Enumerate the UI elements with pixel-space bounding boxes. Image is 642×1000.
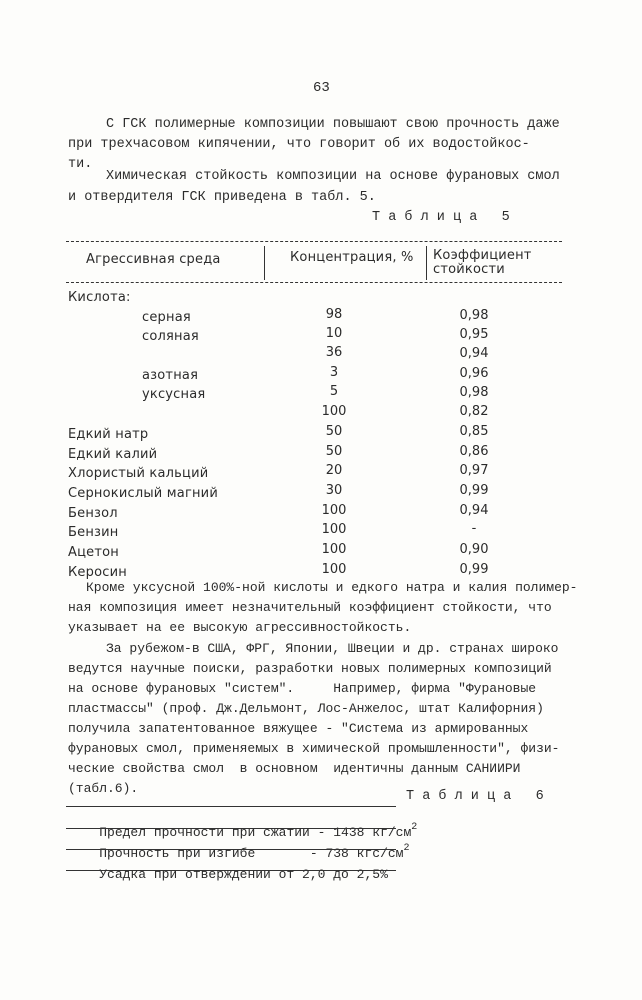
table5-row-coef: 0,82 [459,404,489,419]
table6-rule-3 [66,849,396,850]
table5-row-coef: 0,94 [459,503,489,518]
table5-row-conc: 5 [329,384,339,399]
table5-row-coef: 0,99 [459,562,489,577]
table5-row-conc: 100 [321,522,347,537]
paragraph-1-line-2: при трехчасовом кипячении, что говорит об их водостойкос- [68,137,530,152]
table5-row-conc: 20 [325,463,343,478]
paragraph-2-line-2: и отвердителя ГСК приведена в табл. 5. [68,190,376,205]
table5-row-conc: 100 [321,404,347,419]
table5-row-coef: 0,85 [459,424,489,439]
table5-row-name: соляная [142,329,199,344]
table5-row-name: серная [142,310,191,325]
table5-group-label: Кислота: [68,290,131,305]
paragraph-3-line-1: Кроме уксусной 100%-ной кислоты и едкого натра и калия полимер- [86,580,578,595]
table5-row-conc: 30 [325,483,343,498]
paragraph-1-line-1: С ГСК полимерные композиции повышают свою прочность даже [106,117,560,132]
table6-rule-1 [66,806,396,807]
table5-row-name: азотная [142,368,199,383]
table5-row-coef: 0,86 [459,444,489,459]
table6-row-text: Предел прочности при сжатии - 1438 кг/см [99,825,412,840]
table5-header-coef-line2: стойкости [433,262,505,277]
table5-row-conc: 10 [325,326,343,341]
table5-row-conc: 100 [321,542,347,557]
paragraph-4-line-2: ведутся научные поиски, разработки новых полимерных композиций [68,661,552,676]
table5-row-name: Керосин [68,565,127,580]
paragraph-4-line-1: За рубежом-в США, ФРГ, Японии, Швеции и др. странах широко [106,641,559,656]
paragraph-1-line-3: ти. [68,157,93,172]
paragraph-2-line-1: Химическая стойкость композиции на основе фурановых смол [106,169,560,184]
table5-row-conc: 50 [325,424,343,439]
table5-row-coef: 0,96 [459,366,489,381]
table6-row [68,852,388,897]
table5-row-coef: 0,97 [459,463,489,478]
table5-row-coef: 0,98 [459,385,489,400]
paragraph-4-line-4: пластмассы" (проф. Дж.Дельмонт, Лос-Анжелос, штат Калифорния) [68,701,544,716]
paragraph-3-line-2: ная композиция имеет незначительный коэффициент стойкости, что [68,600,552,615]
table6-row-sup: 2 [411,822,418,833]
paragraph-4-line-5: получила запатентованное вяжущее - "Система из армированных [68,721,529,736]
table6-row-sup: 2 [403,843,410,854]
paragraph-3-line-3: указывает на ее высокую агрессивностойкость. [68,620,412,635]
table5-row-coef: - [471,521,477,536]
table5-row-name: Ацетон [68,545,119,560]
table5-row-conc: 98 [325,307,343,322]
paragraph-4-line-7: ческие свойства смол в основном идентичны данным САНИИРИ [68,761,521,776]
table5-row-name: Едкий натр [68,427,149,442]
table6-caption: Т а б л и ц а 6 [406,789,544,804]
table5-caption: Т а б л и ц а 5 [372,210,510,225]
table5-row-conc: 50 [325,444,343,459]
table5-header-concentration: Концентрация, % [290,250,414,265]
table5-row-coef: 0,95 [459,327,489,342]
table5-row-conc: 3 [329,365,339,380]
table5-header-coef-line1: Коэффициент [433,248,532,263]
table6-rule-2 [66,828,396,829]
table5-header-medium: Агрессивная среда [86,252,221,267]
table5-row-name: Хлористый кальций [68,466,209,481]
table5-row-coef: 0,98 [459,308,489,323]
paragraph-4-line-8: (табл.6). [68,781,139,796]
table6-row-text: Прочность при изгибе - 738 кгс/см [99,846,404,861]
table5-row-name: Сернокислый магний [68,486,218,501]
table5-header-divider-2 [426,246,427,280]
paragraph-4-line-6: фурановых смол, применяемых в химической промышленности", физи- [68,741,560,756]
table5-row-conc: 100 [321,562,347,577]
paragraph-4-line-3: на основе фурановых "систем". Например, фирма "Фурановые [68,681,537,696]
table6-rule-4 [66,870,396,871]
page-number: 63 [313,80,330,96]
table5-row-conc: 36 [325,345,343,360]
table5-top-rule [66,241,562,242]
table5-row-coef: 0,90 [459,542,489,557]
table5-row-coef: 0,99 [459,483,489,498]
table5-row-name: Бензин [68,525,119,540]
table5-header-divider-1 [264,246,265,280]
table5-row-coef: 0,94 [459,346,489,361]
table5-row-name: Едкий калий [68,447,158,462]
table6-row-text: Усадка при отверждении от 2,0 до 2,5% [99,867,388,882]
table5-bottom-rule [66,282,562,283]
table5-row-name: уксусная [142,387,206,402]
table5-row-name: Бензол [68,506,118,521]
table5-row-conc: 100 [321,503,347,518]
